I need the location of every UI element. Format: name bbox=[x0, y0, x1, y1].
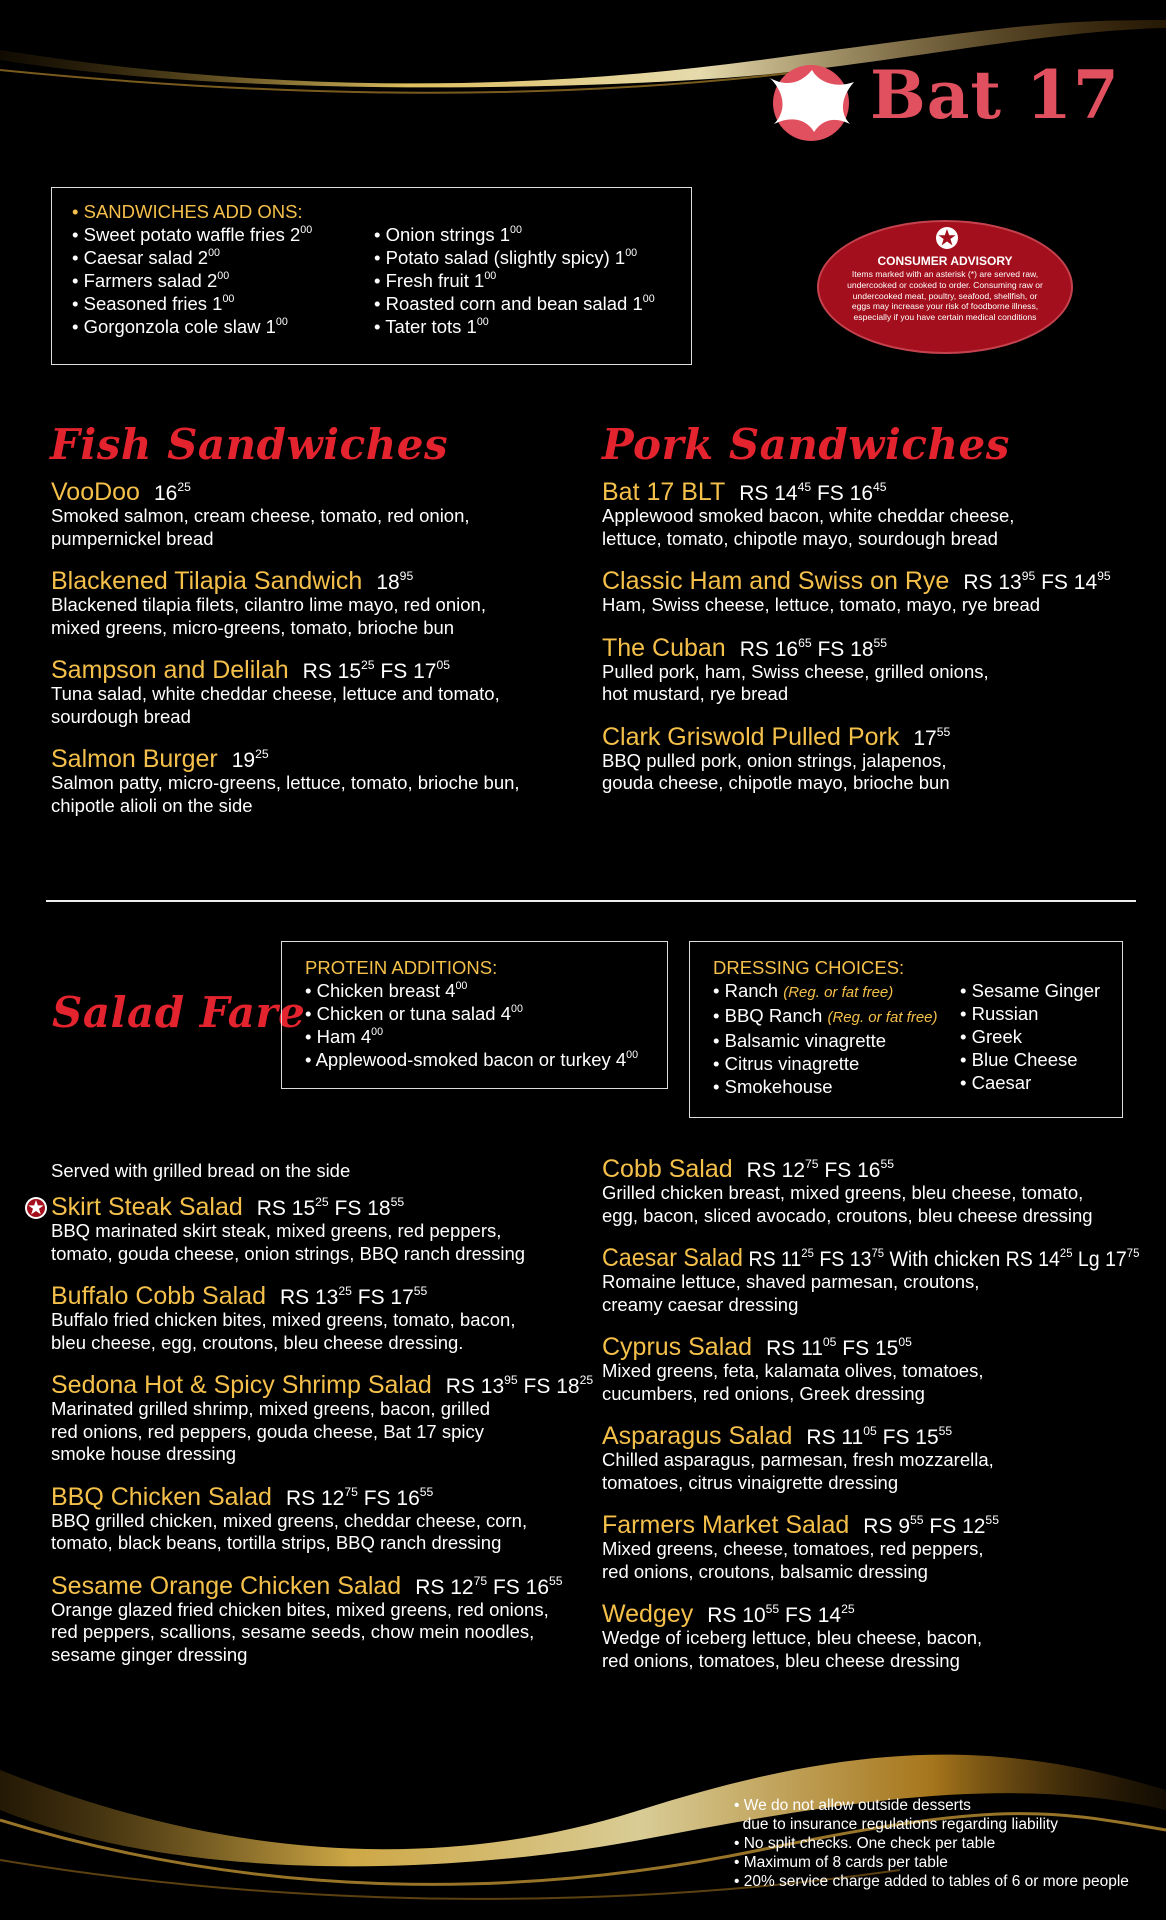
dressing-label: • Balsamic vinagrette bbox=[713, 1030, 887, 1051]
price-cents: 05 bbox=[822, 1334, 837, 1349]
add-ons-title: • SANDWICHES ADD ONS: bbox=[72, 201, 303, 222]
item-label: • Applewood-smoked bacon or turkey 4 bbox=[305, 1049, 627, 1070]
price-dollars: 15 bbox=[915, 1426, 939, 1449]
item-description: Applewood smoked bacon, white cheddar cheese, bbox=[602, 505, 1015, 526]
dressing-title: DRESSING CHOICES: bbox=[713, 957, 905, 978]
price-prefix: Lg bbox=[1072, 1248, 1106, 1271]
item-cents: 00 bbox=[371, 1025, 384, 1038]
price-cents: 25 bbox=[1059, 1245, 1073, 1260]
item-description: hot mustard, rye bread bbox=[602, 683, 789, 704]
item-cents: 00 bbox=[625, 246, 638, 259]
price-dollars: 11 bbox=[801, 1337, 823, 1360]
price-dollars: 16 bbox=[153, 482, 178, 505]
item-description: red onions, croutons, balsamic dressing bbox=[602, 1560, 928, 1582]
item-price bbox=[707, 1601, 855, 1627]
price-cents: 55 bbox=[880, 1156, 894, 1171]
price-cents: 55 bbox=[413, 1283, 428, 1298]
price-dollars: 15 bbox=[337, 660, 362, 683]
price-cents: 55 bbox=[419, 1484, 434, 1499]
dressing-label: • BBQ Ranch bbox=[713, 1005, 828, 1026]
price-cents: 75 bbox=[473, 1573, 488, 1588]
list-item: • Blue Cheese bbox=[960, 1049, 1078, 1070]
item-description: BBQ pulled pork, onion strings, jalapenos, bbox=[602, 749, 947, 771]
item-description: egg, bacon, sliced avocado, croutons, bleu cheese dressing bbox=[602, 1204, 1093, 1226]
price-dollars: 18 bbox=[367, 1197, 391, 1220]
price-prefix: FS bbox=[357, 1486, 397, 1510]
list-item bbox=[374, 223, 655, 246]
price-cents: 55 bbox=[936, 724, 951, 739]
price-cents: 45 bbox=[873, 479, 887, 494]
price-prefix: FS bbox=[351, 1286, 391, 1309]
price-cents: 55 bbox=[938, 1423, 953, 1438]
policy-line: • Maximum of 8 cards per table bbox=[734, 1854, 948, 1871]
price-dollars: 13 bbox=[315, 1286, 339, 1309]
item-label: • Onion strings 1 bbox=[374, 224, 511, 245]
salads-intro: Served with grilled bread on the side bbox=[51, 1160, 351, 1181]
list-item bbox=[72, 223, 312, 246]
item-price bbox=[256, 1194, 405, 1220]
item-title: Salmon Burger bbox=[51, 745, 218, 773]
price-dollars: 16 bbox=[774, 637, 799, 661]
price-dollars: 15 bbox=[874, 1337, 899, 1360]
list-item bbox=[713, 1052, 938, 1075]
list-item: • Russian bbox=[960, 1003, 1039, 1024]
item-description: Smoked salmon, cream cheese, tomato, red onion, bbox=[51, 505, 470, 526]
item-title: Asparagus Salad bbox=[602, 1422, 793, 1450]
dressing-left-list bbox=[713, 979, 938, 1098]
price-prefix: RS bbox=[707, 1604, 743, 1627]
price-prefix: RS bbox=[415, 1575, 451, 1599]
price-prefix: RS bbox=[963, 571, 999, 594]
item-description: Ham, Swiss cheese, lettuce, tomato, mayo, rye bread bbox=[602, 594, 1041, 615]
item-title: Sedona Hot & Spicy Shrimp Salad bbox=[51, 1371, 432, 1399]
item-title: Sesame Orange Chicken Salad bbox=[51, 1571, 402, 1600]
list-item bbox=[72, 315, 312, 338]
item-cents: 00 bbox=[208, 246, 220, 259]
item-price bbox=[231, 746, 269, 772]
price-dollars: 12 bbox=[781, 1159, 806, 1182]
item-cents: 00 bbox=[300, 223, 313, 236]
item-label: • Roasted corn and bean salad 1 bbox=[374, 293, 643, 314]
price-cents: 65 bbox=[798, 635, 812, 650]
price-cents: 55 bbox=[765, 1601, 780, 1616]
policy-line: due to insurance regulations regarding liability bbox=[734, 1816, 1058, 1833]
add-ons-left-list bbox=[72, 223, 312, 338]
item-label: • Chicken breast 4 bbox=[305, 980, 456, 1001]
item-cents: 00 bbox=[484, 269, 497, 282]
item-title: Bat 17 BLT bbox=[602, 478, 726, 506]
item-cents: 00 bbox=[510, 1002, 523, 1015]
item-price bbox=[739, 635, 888, 661]
list-item bbox=[374, 269, 655, 292]
list-item bbox=[72, 269, 312, 292]
price-prefix: RS bbox=[279, 1286, 315, 1309]
item-cents: 00 bbox=[510, 223, 522, 236]
list-item bbox=[713, 1029, 938, 1052]
item-price bbox=[746, 1156, 894, 1182]
price-cents: 25 bbox=[255, 746, 269, 761]
price-cents: 75 bbox=[1126, 1245, 1140, 1260]
list-item bbox=[374, 246, 655, 269]
item-description: red peppers, scallions, sesame seeds, chow mein noodles, bbox=[51, 1621, 535, 1642]
price-dollars: 18 bbox=[850, 637, 874, 661]
item-description: cucumbers, red onions, Greek dressing bbox=[602, 1382, 925, 1404]
sandwich-add-ons-box bbox=[51, 187, 692, 365]
consumer-advisory-star-icon bbox=[24, 1196, 48, 1220]
item-label: • Ham 4 bbox=[305, 1026, 372, 1047]
item-price bbox=[445, 1372, 594, 1398]
list-item: • Sesame Ginger bbox=[960, 980, 1101, 1001]
item-description: Tuna salad, white cheddar cheese, lettuce and tomato, bbox=[51, 683, 500, 704]
item-price bbox=[913, 724, 951, 750]
item-label: • Chicken or tuna salad 4 bbox=[305, 1003, 511, 1024]
list-item bbox=[305, 1048, 638, 1071]
price-cents: 75 bbox=[344, 1484, 358, 1499]
item-title: Wedgey bbox=[602, 1600, 694, 1628]
house-policies bbox=[734, 1796, 1129, 1891]
price-cents: 55 bbox=[390, 1194, 405, 1209]
item-title: Caesar Salad bbox=[602, 1244, 743, 1272]
price-prefix: With chicken RS bbox=[884, 1248, 1039, 1271]
item-label: • Caesar salad 2 bbox=[72, 247, 209, 268]
item-description: Mixed greens, cheese, tomatoes, red peppers, bbox=[602, 1538, 984, 1559]
price-dollars: 18 bbox=[376, 571, 400, 594]
item-description: Orange glazed fried chicken bites, mixed greens, red onions, bbox=[51, 1598, 549, 1620]
price-dollars: 12 bbox=[962, 1515, 986, 1538]
price-cents: 75 bbox=[805, 1156, 819, 1171]
price-prefix: FS bbox=[813, 1248, 850, 1271]
list-item bbox=[72, 292, 312, 315]
price-prefix: RS bbox=[739, 482, 775, 505]
price-cents: 95 bbox=[1021, 568, 1036, 583]
dressing-note: (Reg. or fat free) bbox=[783, 984, 894, 1001]
price-dollars: 14 bbox=[1073, 571, 1098, 594]
item-description: Chilled asparagus, parmesan, fresh mozzarella, bbox=[602, 1449, 994, 1470]
price-cents: 95 bbox=[399, 568, 414, 583]
price-dollars: 10 bbox=[742, 1604, 766, 1627]
dressing-label: • Citrus vinagrette bbox=[713, 1053, 860, 1074]
item-description: Grilled chicken breast, mixed greens, bleu cheese, tomato, bbox=[602, 1182, 1084, 1203]
price-cents: 05 bbox=[436, 657, 450, 672]
item-description: sesame ginger dressing bbox=[51, 1643, 248, 1665]
item-description: Mixed greens, feta, kalamata olives, tomatoes, bbox=[602, 1360, 984, 1381]
advisory-text: Items marked with an asterisk (*) are served raw, undercooked or cooked to order. Consuming raw or undercooked meat, poultry, seafood, shellfish, or eggs may increase your risk of foodborne illness, especially if you have certain medical conditions bbox=[847, 269, 1043, 323]
list-item bbox=[305, 979, 638, 1002]
price-prefix: FS bbox=[1035, 571, 1074, 594]
item-price bbox=[963, 568, 1111, 594]
policy-line: • No split checks. One check per table bbox=[734, 1835, 996, 1852]
policy-line: • 20% service charge added to tables of 6 or more people bbox=[734, 1873, 1129, 1890]
item-title: Clark Griswold Pulled Pork bbox=[602, 722, 900, 751]
item-title: Buffalo Cobb Salad bbox=[51, 1282, 266, 1310]
price-dollars: 17 bbox=[390, 1286, 414, 1309]
item-cents: 00 bbox=[217, 269, 230, 282]
item-description: tomatoes, citrus vinaigrette dressing bbox=[602, 1471, 899, 1493]
price-prefix: FS bbox=[876, 1426, 916, 1449]
price-dollars: 12 bbox=[320, 1486, 345, 1510]
price-cents: 25 bbox=[841, 1601, 855, 1616]
price-prefix: FS bbox=[374, 660, 414, 683]
price-cents: 55 bbox=[910, 1512, 924, 1527]
price-prefix: RS bbox=[863, 1515, 899, 1538]
price-prefix: RS bbox=[739, 637, 775, 661]
list-item bbox=[305, 1002, 638, 1025]
price-prefix: FS bbox=[487, 1575, 526, 1599]
price-prefix: RS bbox=[302, 660, 338, 683]
price-cents: 05 bbox=[898, 1334, 912, 1349]
price-dollars: 13 bbox=[849, 1248, 872, 1271]
dressing-right-list bbox=[960, 979, 1100, 1094]
list-item: • Caesar bbox=[960, 1072, 1032, 1093]
price-cents: 25 bbox=[579, 1372, 594, 1387]
item-description: red onions, tomatoes, bleu cheese dressing bbox=[602, 1649, 960, 1671]
item-description: Romaine lettuce, shaved parmesan, croutons, bbox=[602, 1271, 980, 1292]
list-item: • Greek bbox=[960, 1026, 1022, 1047]
item-price bbox=[766, 1334, 912, 1360]
price-dollars: 16 bbox=[525, 1575, 549, 1599]
price-prefix: FS bbox=[779, 1604, 818, 1627]
price-prefix: FS bbox=[923, 1515, 963, 1538]
section-divider bbox=[46, 900, 1136, 902]
add-ons-right-list bbox=[374, 223, 655, 338]
price-prefix: FS bbox=[811, 482, 850, 505]
price-cents: 25 bbox=[801, 1245, 814, 1260]
item-label: • Farmers salad 2 bbox=[72, 270, 218, 291]
price-cents: 05 bbox=[863, 1423, 877, 1438]
list-item bbox=[713, 979, 938, 1004]
item-title: Cyprus Salad bbox=[602, 1333, 753, 1361]
item-description: Pulled pork, ham, Swiss cheese, grilled onions, bbox=[602, 660, 989, 682]
price-prefix: RS bbox=[806, 1426, 842, 1449]
item-description: Wedge of iceberg lettuce, bleu cheese, bacon, bbox=[602, 1627, 983, 1648]
price-dollars: 13 bbox=[998, 571, 1022, 594]
item-price bbox=[153, 479, 191, 505]
item-description: sourdough bread bbox=[51, 705, 191, 727]
price-dollars: 16 bbox=[396, 1486, 420, 1510]
price-dollars: 19 bbox=[231, 749, 256, 772]
item-price bbox=[285, 1484, 434, 1510]
item-title: Classic Ham and Swiss on Rye bbox=[602, 567, 950, 595]
protein-additions-box bbox=[281, 941, 668, 1089]
price-dollars: 17 bbox=[413, 660, 437, 683]
item-description: tomato, gouda cheese, onion strings, BBQ ranch dressing bbox=[51, 1242, 526, 1264]
brand-name: Bat 17 bbox=[870, 56, 1120, 134]
item-price bbox=[748, 1245, 1140, 1271]
list-item bbox=[713, 1004, 938, 1029]
price-dollars: 11 bbox=[841, 1426, 864, 1449]
price-prefix: RS bbox=[748, 1248, 782, 1271]
item-description: gouda cheese, chipotle mayo, brioche bun bbox=[602, 772, 950, 793]
item-description: BBQ marinated skirt steak, mixed greens, red peppers, bbox=[51, 1220, 502, 1241]
price-cents: 55 bbox=[549, 1573, 563, 1588]
price-prefix: FS bbox=[818, 1159, 858, 1182]
price-dollars: 11 bbox=[781, 1248, 802, 1271]
item-description: pumpernickel bread bbox=[51, 527, 214, 549]
item-description: Salmon patty, micro-greens, lettuce, tomato, brioche bun, bbox=[51, 772, 520, 793]
price-cents: 75 bbox=[871, 1245, 885, 1260]
price-dollars: 16 bbox=[857, 1159, 881, 1182]
price-cents: 55 bbox=[873, 635, 888, 650]
item-title: Cobb Salad bbox=[602, 1155, 733, 1183]
list-item bbox=[713, 1075, 938, 1098]
price-prefix: RS bbox=[766, 1337, 802, 1360]
price-dollars: 12 bbox=[450, 1575, 474, 1599]
item-price bbox=[806, 1423, 953, 1449]
item-description: Buffalo fried chicken bites, mixed greens, tomato, bacon, bbox=[51, 1309, 516, 1330]
item-cents: 00 bbox=[222, 292, 235, 305]
item-description: Marinated grilled shrimp, mixed greens, bacon, grilled bbox=[51, 1398, 491, 1419]
item-cents: 00 bbox=[626, 1048, 639, 1061]
item-description: smoke house dressing bbox=[51, 1443, 237, 1464]
asterisk-star-icon bbox=[935, 226, 959, 250]
item-label: • Sweet potato waffle fries 2 bbox=[72, 224, 301, 245]
price-prefix: RS bbox=[445, 1375, 481, 1398]
item-title: VooDoo bbox=[51, 478, 140, 506]
list-item bbox=[374, 292, 655, 315]
dressing-choices-box bbox=[689, 941, 1123, 1118]
pork-sandwiches-heading: Pork Sandwiches bbox=[602, 420, 1010, 469]
price-cents: 45 bbox=[797, 479, 812, 494]
item-description: chipotle alioli on the side bbox=[51, 794, 253, 816]
price-cents: 95 bbox=[1097, 568, 1111, 583]
dressing-label: • Ranch bbox=[713, 980, 784, 1001]
item-title: Skirt Steak Salad bbox=[51, 1193, 243, 1221]
price-cents: 55 bbox=[985, 1512, 999, 1527]
price-dollars: 14 bbox=[774, 482, 798, 505]
item-description: Blackened tilapia filets, cilantro lime mayo, red onion, bbox=[51, 594, 486, 615]
price-prefix: FS bbox=[811, 637, 851, 661]
list-item bbox=[72, 246, 312, 269]
item-label: • Potato salad (slightly spicy) 1 bbox=[374, 247, 626, 268]
price-cents: 25 bbox=[361, 657, 375, 672]
dressing-note: (Reg. or fat free) bbox=[827, 1009, 938, 1026]
price-prefix: RS bbox=[285, 1486, 321, 1510]
advisory-title: CONSUMER ADVISORY bbox=[877, 254, 1013, 268]
item-description: creamy caesar dressing bbox=[602, 1293, 799, 1315]
list-item bbox=[374, 315, 655, 338]
price-prefix: RS bbox=[746, 1159, 782, 1182]
item-price bbox=[863, 1512, 999, 1538]
policy-line: • We do not allow outside desserts bbox=[734, 1797, 971, 1814]
fish-sandwiches-heading: Fish Sandwiches bbox=[50, 420, 449, 469]
item-description: tomato, black beans, tortilla strips, BBQ ranch dressing bbox=[51, 1532, 502, 1553]
list-item bbox=[305, 1025, 638, 1048]
item-title: BBQ Chicken Salad bbox=[51, 1482, 272, 1511]
price-dollars: 16 bbox=[849, 482, 874, 505]
item-description: mixed greens, micro-greens, tomato, brioche bun bbox=[51, 616, 455, 638]
item-price bbox=[415, 1573, 563, 1599]
price-cents: 95 bbox=[504, 1372, 518, 1387]
price-prefix: FS bbox=[517, 1375, 557, 1398]
item-description: red onions, red peppers, gouda cheese, Bat 17 spicy bbox=[51, 1420, 484, 1442]
item-price bbox=[279, 1283, 428, 1309]
price-cents: 25 bbox=[315, 1194, 329, 1209]
salad-fare-heading: Salad Fare bbox=[52, 988, 306, 1037]
item-title: The Cuban bbox=[602, 633, 726, 662]
item-cents: 00 bbox=[642, 292, 655, 305]
protein-list bbox=[305, 979, 638, 1071]
item-cents: 00 bbox=[455, 979, 468, 992]
price-dollars: 14 bbox=[1038, 1248, 1060, 1271]
consumer-advisory-badge bbox=[817, 220, 1073, 354]
price-dollars: 17 bbox=[1105, 1248, 1127, 1271]
price-prefix: FS bbox=[836, 1337, 875, 1360]
price-prefix: RS bbox=[256, 1197, 292, 1220]
item-description: BBQ grilled chicken, mixed greens, cheddar cheese, corn, bbox=[51, 1509, 528, 1531]
item-label: • Seasoned fries 1 bbox=[72, 293, 223, 314]
price-dollars: 17 bbox=[913, 726, 937, 750]
price-dollars: 13 bbox=[480, 1375, 505, 1398]
item-label: • Fresh fruit 1 bbox=[374, 270, 485, 291]
price-cents: 25 bbox=[338, 1283, 352, 1298]
item-title: Farmers Market Salad bbox=[602, 1511, 850, 1539]
item-label: • Gorgonzola cole slaw 1 bbox=[72, 316, 276, 337]
price-cents: 25 bbox=[177, 479, 191, 494]
item-cents: 00 bbox=[275, 315, 288, 328]
item-title: Blackened Tilapia Sandwich bbox=[51, 567, 363, 595]
item-cents: 00 bbox=[476, 315, 489, 328]
item-description: bleu cheese, egg, croutons, bleu cheese dressing. bbox=[51, 1331, 464, 1353]
item-price bbox=[376, 568, 414, 594]
price-dollars: 15 bbox=[291, 1197, 316, 1220]
dressing-label: • Smokehouse bbox=[713, 1076, 833, 1097]
price-prefix: FS bbox=[328, 1197, 368, 1220]
item-description: lettuce, tomato, chipotle mayo, sourdough bread bbox=[602, 527, 998, 549]
item-price bbox=[302, 657, 450, 683]
item-title: Sampson and Delilah bbox=[51, 656, 289, 684]
price-dollars: 9 bbox=[898, 1515, 910, 1538]
price-dollars: 18 bbox=[556, 1375, 580, 1398]
item-price bbox=[739, 479, 887, 505]
protein-title: PROTEIN ADDITIONS: bbox=[305, 957, 498, 978]
item-label: • Tater tots 1 bbox=[374, 316, 477, 337]
price-dollars: 14 bbox=[817, 1604, 842, 1627]
